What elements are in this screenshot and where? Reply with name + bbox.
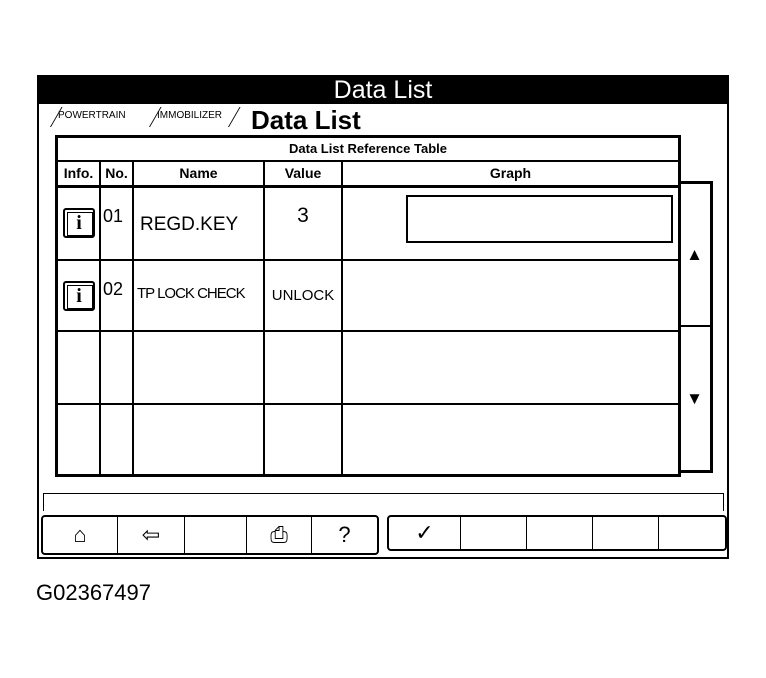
column-header-info: Info.	[58, 162, 101, 185]
row-number: 02	[103, 279, 124, 299]
printer-icon[interactable]: ⎙	[247, 517, 312, 553]
toolbar-empty-button[interactable]	[527, 517, 593, 549]
graph-box	[406, 195, 673, 243]
toolbar-left	[41, 515, 379, 555]
info-icon[interactable]: i	[63, 208, 95, 238]
window-title: Data List	[39, 77, 727, 104]
column-header-no: No.	[101, 162, 134, 185]
scan-tool-screen	[37, 75, 729, 559]
toolbar-empty-button[interactable]	[185, 517, 247, 553]
column-header-value: Value	[265, 162, 343, 185]
row-name: TP LOCK CHECK	[137, 285, 245, 302]
toolbar-empty-button[interactable]	[659, 517, 725, 549]
table-row[interactable]	[58, 188, 678, 261]
row-value: UNLOCK	[271, 287, 335, 304]
row-value: 3	[297, 204, 309, 227]
table-row-empty	[58, 332, 678, 405]
info-icon[interactable]: i	[63, 281, 95, 311]
status-line	[43, 493, 724, 511]
triangle-down-icon[interactable]: ▼	[686, 388, 703, 408]
page-title: Data List	[251, 105, 361, 135]
row-number: 01	[103, 206, 124, 226]
table-header	[58, 162, 678, 188]
data-list-table	[55, 135, 681, 477]
column-header-graph: Graph	[489, 165, 532, 181]
help-book-icon[interactable]: ?	[338, 522, 351, 547]
toolbar-empty-button[interactable]	[593, 517, 659, 549]
row-name: REGD.KEY	[140, 214, 239, 235]
triangle-up-icon[interactable]: ▲	[679, 184, 710, 327]
column-header-name: Name	[134, 162, 265, 185]
figure-code: G02367497	[36, 580, 151, 605]
scrollbar[interactable]	[679, 181, 713, 473]
tab-immobilizer[interactable]: IMMOBILIZER	[143, 107, 236, 125]
table-caption: Data List Reference Table	[58, 138, 678, 162]
back-arrow-icon[interactable]: ⇦	[118, 517, 185, 553]
tab-powertrain[interactable]: POWERTRAIN	[44, 107, 126, 125]
table-row[interactable]	[58, 261, 678, 332]
table-row-empty	[58, 405, 678, 475]
toolbar-empty-button[interactable]	[461, 517, 527, 549]
toolbar-right	[387, 515, 727, 551]
home-icon[interactable]: ⌂	[43, 517, 118, 553]
checkmark-icon[interactable]: ✓	[389, 517, 461, 549]
